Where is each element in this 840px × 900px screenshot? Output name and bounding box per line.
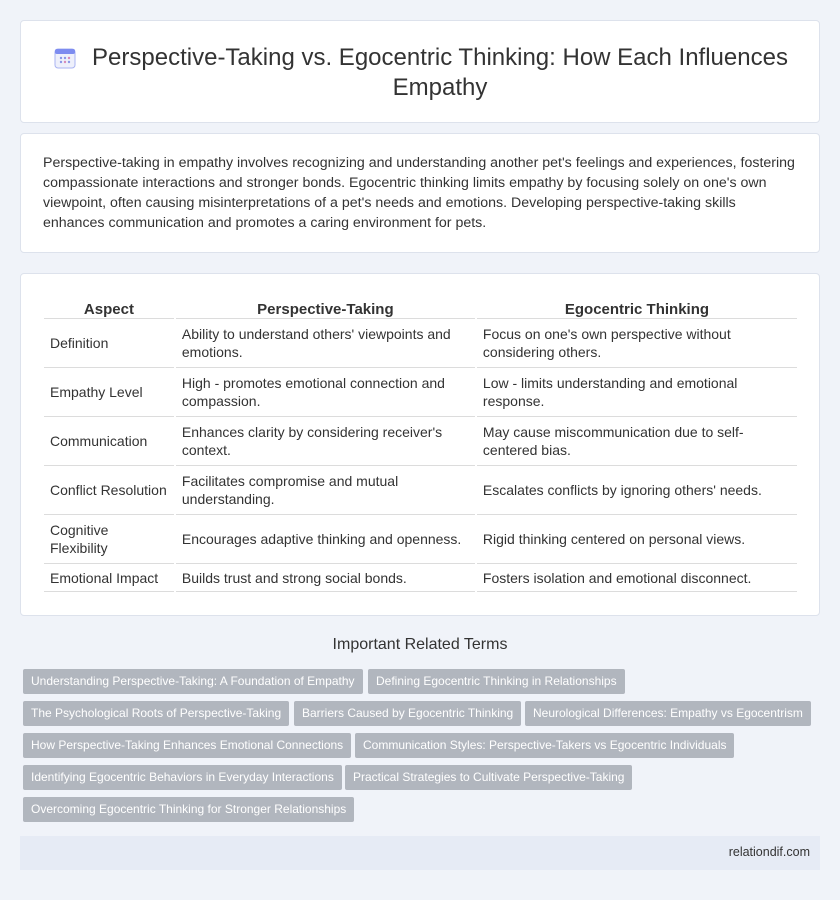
table-cell: Empathy Level	[44, 368, 174, 417]
related-term-link[interactable]: How Perspective-Taking Enhances Emotional Connections	[23, 733, 351, 758]
table-cell: Enhances clarity by considering receiver's context.	[176, 417, 475, 466]
summary-text: Perspective-taking in empathy involves recognizing and understanding another pet's feelings and experiences, fostering compassionate interactions and stronger bonds. Egocentric thinking limits empathy by focusing solely on one's own viewpoint, often causing misinterpretations of a pet's needs and emotions. Developing perspective-taking skills enhances communication and promotes a caring environment for pets.	[43, 155, 795, 231]
related-term-link[interactable]: Practical Strategies to Cultivate Perspective-Taking	[345, 765, 632, 790]
related-term-link[interactable]: Identifying Egocentric Behaviors in Everyday Interactions	[23, 765, 342, 790]
table-row	[44, 515, 797, 564]
table-row	[44, 319, 797, 368]
table-row	[44, 564, 797, 592]
table-cell: Facilitates compromise and mutual understanding.	[176, 466, 475, 515]
summary-card	[20, 133, 820, 253]
table-cell: Fosters isolation and emotional disconnect.	[477, 564, 797, 592]
table-row	[44, 368, 797, 417]
column-header: Egocentric Thinking	[477, 296, 797, 319]
column-header: Perspective-Taking	[176, 296, 475, 319]
table-cell: Ability to understand others' viewpoints and emotions.	[176, 319, 475, 368]
related-term-link[interactable]: Overcoming Egocentric Thinking for Stronger Relationships	[23, 797, 354, 822]
table-cell: Conflict Resolution	[44, 466, 174, 515]
page-title: Perspective-Taking vs. Egocentric Thinking: How Each Influences Empathy	[92, 44, 788, 101]
footer	[20, 836, 820, 870]
table-cell: May cause miscommunication due to self-centered bias.	[477, 417, 797, 466]
table-cell: Focus on one's own perspective without considering others.	[477, 319, 797, 368]
column-header: Aspect	[44, 296, 174, 319]
related-term-link[interactable]: Neurological Differences: Empathy vs Egocentrism	[525, 701, 811, 726]
table-cell: Low - limits understanding and emotional response.	[477, 368, 797, 417]
table-cell: Definition	[44, 319, 174, 368]
table-row	[44, 466, 797, 515]
header-card	[20, 20, 820, 123]
table-header-row	[44, 296, 797, 319]
related-terms-heading: Important Related Terms	[332, 636, 508, 653]
table-cell: Rigid thinking centered on personal views.	[477, 515, 797, 564]
table-cell: Escalates conflicts by ignoring others' needs.	[477, 466, 797, 515]
related-term-link[interactable]: Barriers Caused by Egocentric Thinking	[294, 701, 521, 726]
calendar-grid-icon	[53, 46, 77, 70]
site-name[interactable]: relationdif.com	[728, 845, 810, 859]
related-term-link[interactable]: The Psychological Roots of Perspective-Taking	[23, 701, 289, 726]
table-cell: High - promotes emotional connection and compassion.	[176, 368, 475, 417]
table-cell: Emotional Impact	[44, 564, 174, 592]
comparison-card	[20, 273, 820, 616]
table-cell: Communication	[44, 417, 174, 466]
comparison-table	[42, 296, 799, 592]
table-cell: Builds trust and strong social bonds.	[176, 564, 475, 592]
table-row	[44, 417, 797, 466]
table-cell: Encourages adaptive thinking and openness.	[176, 515, 475, 564]
table-cell: Cognitive Flexibility	[44, 515, 174, 564]
related-term-link[interactable]: Understanding Perspective-Taking: A Foundation of Empathy	[23, 669, 363, 694]
related-term-link[interactable]: Defining Egocentric Thinking in Relationships	[368, 669, 625, 694]
related-term-link[interactable]: Communication Styles: Perspective-Takers vs Egocentric Individuals	[355, 733, 734, 758]
